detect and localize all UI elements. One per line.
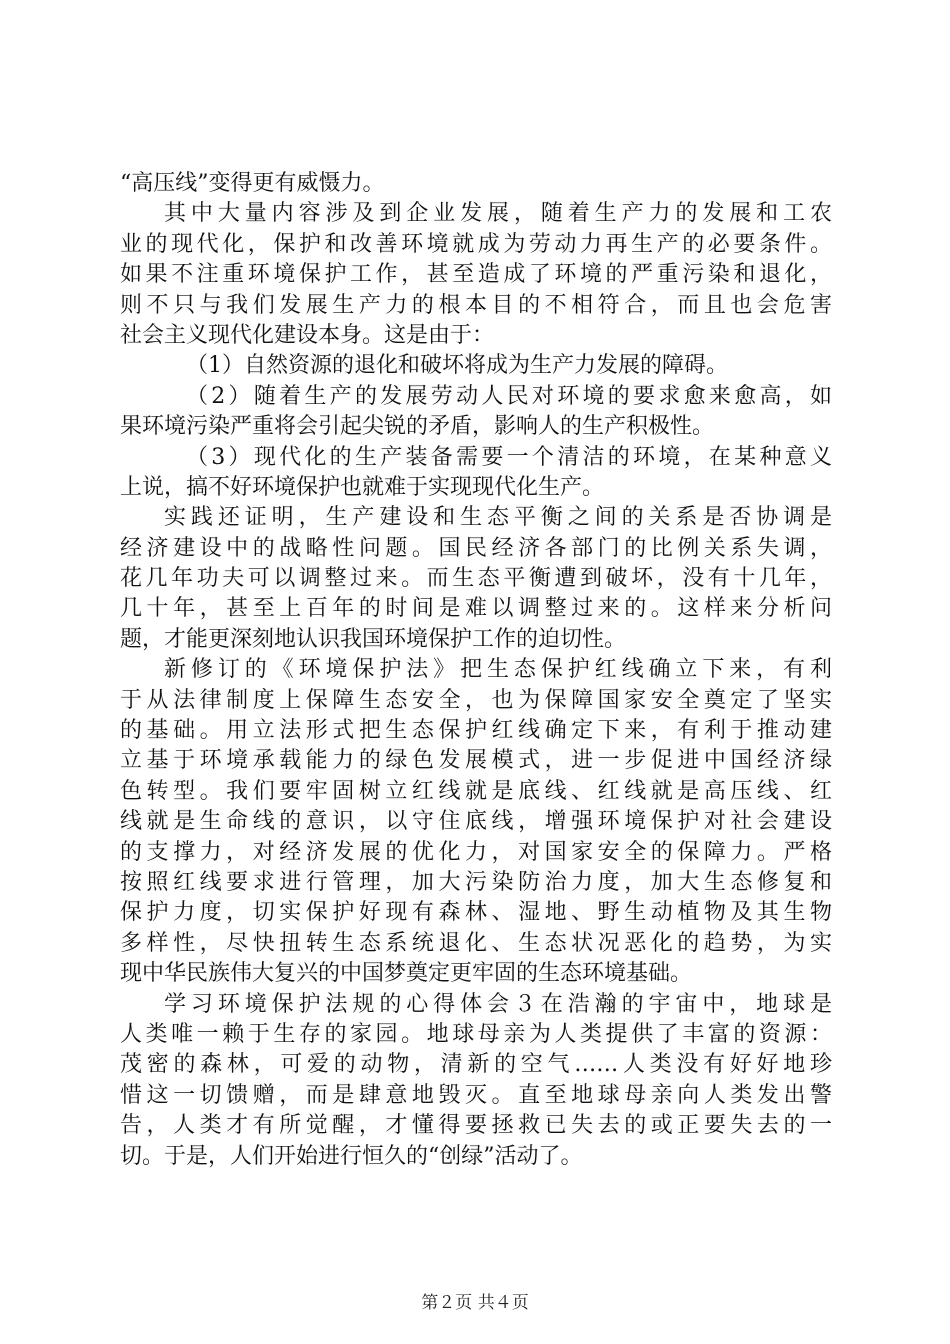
text-line: 果环境污染严重将会引起尖锐的矛盾，影响人的生产积极性。: [120, 414, 715, 440]
page-number-footer: 第２页 共４页: [421, 1293, 529, 1313]
paragraph-start-line: 其中大量内容涉及到企业发展，随着生产力的发展和工农: [164, 201, 832, 227]
text-line: 花几年功夫可以调整过来。而生态平衡遭到破坏，没有十几年，: [120, 566, 832, 592]
text-line: 色转型。我们要牢固树立红线就是底线、红线就是高压线、红: [120, 778, 832, 804]
text-line: 题，才能更深刻地认识我国环境保护工作的迫切性。: [120, 626, 627, 652]
text-line: 保护力度，切实保护好现有森林、湿地、野生动植物及其生物: [120, 900, 832, 926]
document-body: [120, 169, 832, 1172]
list-item-3: （3）现代化的生产装备需要一个清洁的环境，在某种意义: [186, 444, 832, 470]
text-line: 经济建设中的战略性问题。国民经济各部门的比例关系失调，: [120, 535, 832, 561]
text-line: “高压线”变得更有威慑力。: [120, 171, 385, 196]
text-line: 则不只与我们发展生产力的根本目的不相符合，而且也会危害: [120, 292, 832, 318]
text-line: 按照红线要求进行管理，加大污染防治力度，加大生态修复和: [120, 869, 832, 895]
list-item-1: （1）自然资源的退化和破坏将成为生产力发展的障碍。: [186, 353, 728, 379]
text-line: 茂密的森林，可爱的动物，清新的空气……人类没有好好地珍: [120, 1052, 832, 1078]
paragraph-start-line: 实践还证明，生产建设和生态平衡之间的关系是否协调是: [164, 505, 832, 531]
paragraph-start-line: 新修订的《环境保护法》把生态保护红线确立下来，有利: [164, 657, 832, 683]
paragraph-start-line: 学习环境保护法规的心得体会３在浩瀚的宇宙中，地球是: [164, 991, 832, 1017]
text-line: 如果不注重环境保护工作，甚至造成了环境的严重污染和退化，: [120, 262, 832, 288]
text-line: 现中华民族伟大复兴的中国梦奠定更牢固的生态环境基础。: [120, 961, 693, 987]
text-line: 社会主义现代化建设本身。这是由于：: [120, 322, 495, 348]
text-line: 线就是生命线的意识，以守住底线，增强环境保护对社会建设: [120, 809, 832, 835]
text-line: 于从法律制度上保障生态安全，也为保障国家安全奠定了坚实: [120, 687, 832, 713]
text-line: 几十年，甚至上百年的时间是难以调整过来的。这样来分析问: [120, 596, 832, 622]
text-line: 业的现代化，保护和改善环境就成为劳动力再生产的必要条件。: [120, 231, 832, 257]
text-line: 多样性，尽快扭转生态系统退化、生态状况恶化的趋势，为实: [120, 930, 832, 956]
list-item-2: （2）随着生产的发展劳动人民对环境的要求愈来愈高，如: [186, 383, 832, 409]
text-line: 上说，搞不好环境保护也就难于实现现代化生产。: [120, 474, 605, 500]
text-line: 的基础。用立法形式把生态保护红线确定下来，有利于推动建: [120, 718, 832, 744]
text-line: 立基于环境承载能力的绿色发展模式，进一步促进中国经济绿: [120, 748, 832, 774]
text-line: 惜这一切馈赠，而是肆意地毁灭。直至地球母亲向人类发出警: [120, 1082, 832, 1108]
text-line: 人类唯一赖于生存的家园。地球母亲为人类提供了丰富的资源：: [120, 1021, 832, 1047]
text-line: 切。于是，人们开始进行恒久的“创绿”活动了。: [120, 1143, 583, 1169]
text-line: 的支撑力，对经济发展的优化力，对国家安全的保障力。严格: [120, 839, 832, 865]
text-line: 告，人类才有所觉醒，才懂得要拯救已失去的或正要失去的一: [120, 1113, 832, 1139]
